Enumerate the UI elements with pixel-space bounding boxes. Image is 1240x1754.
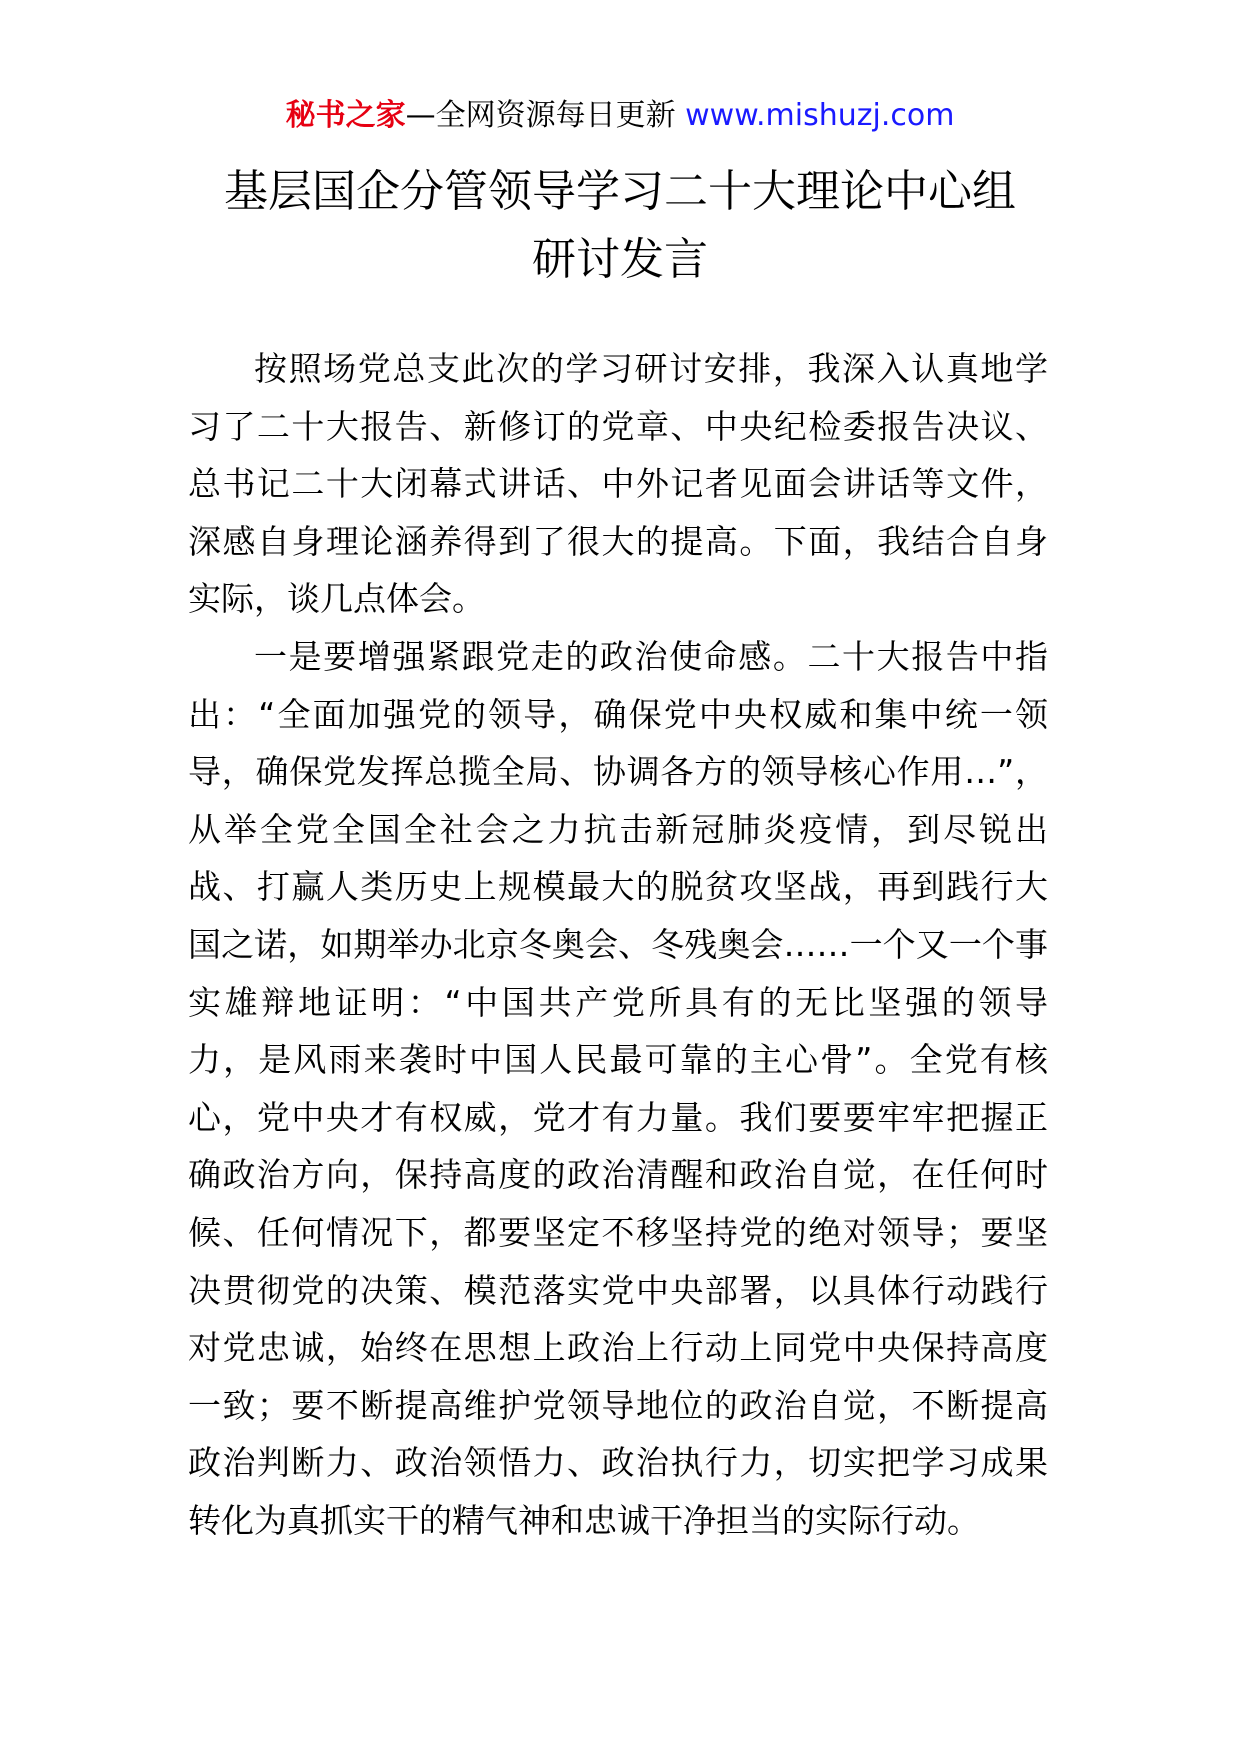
title-line-2: 研讨发言: [532, 234, 708, 285]
document-title: [150, 158, 1090, 294]
text-line: 候、任何情况下，都要坚定不移坚持党的绝对领导；要坚: [188, 1212, 1048, 1252]
text-line: 实雄辩地证明：“中国共产党所具有的无比坚强的领导: [188, 982, 1048, 1022]
text-line: 总书记二十大闭幕式讲话、中外记者见面会讲话等文件，: [188, 464, 1048, 504]
text-line: 按照场党总支此次的学习研讨安排，我深入认真地学: [254, 349, 1048, 388]
text-line: 习了二十大报告、新修订的党章、中央纪检委报告决议、: [188, 406, 1048, 446]
text-line: 心，党中央才有权威，党才有力量。我们要要牢牢把握正: [188, 1097, 1048, 1137]
text-line: 决贯彻党的决策、模范落实党中央部署，以具体行动践行: [188, 1270, 1048, 1310]
title-line-1: 基层国企分管领导学习二十大理论中心组: [224, 166, 1016, 217]
text-line: 确政治方向，保持高度的政治清醒和政治自觉，在任何时: [188, 1155, 1048, 1195]
text-line: 对党忠诚，始终在思想上政治上行动上同党中央保持高度: [188, 1328, 1048, 1368]
document-body: [188, 340, 1048, 1549]
text-line: 政治判断力、政治领悟力、政治执行力，切实把学习成果: [188, 1443, 1048, 1483]
text-line: 实际，谈几点体会。: [188, 579, 485, 619]
text-line: 力，是风雨来袭时中国人民最可靠的主心骨”。全党有核: [188, 1040, 1048, 1080]
text-line: 国之诺，如期举办北京冬奥会、冬残奥会……一个又一个事: [188, 924, 1048, 964]
text-line: 一是要增强紧跟党走的政治使命感。二十大报告中指: [254, 636, 1048, 676]
text-line: 战、打赢人类历史上规模最大的脱贫攻坚战，再到践行大: [188, 867, 1048, 907]
header-tagline: —全网资源每日更新: [405, 98, 686, 133]
text-line: 出：“全面加强党的领导，确保党中央权威和集中统一领: [188, 694, 1048, 734]
text-line: 导，确保党发挥总揽全局、协调各方的领导核心作用…”，: [188, 752, 1048, 792]
brand-name: 秘书之家: [285, 98, 406, 133]
text-line: 一致；要不断提高维护党领导地位的政治自觉，不断提高: [188, 1385, 1048, 1425]
site-url-link[interactable]: www.mishuzj.com: [685, 98, 955, 133]
text-line: 从举全党全国全社会之力抗击新冠肺炎疫情，到尽锐出: [188, 809, 1048, 849]
paragraph-point-one: [188, 628, 1048, 1550]
text-line: 转化为真抓实干的精气神和忠诚干净担当的实际行动。: [188, 1500, 980, 1540]
paragraph-intro: [188, 340, 1048, 628]
site-header: [0, 96, 1240, 136]
text-line: 深感自身理论涵养得到了很大的提高。下面，我结合自身: [188, 521, 1048, 561]
